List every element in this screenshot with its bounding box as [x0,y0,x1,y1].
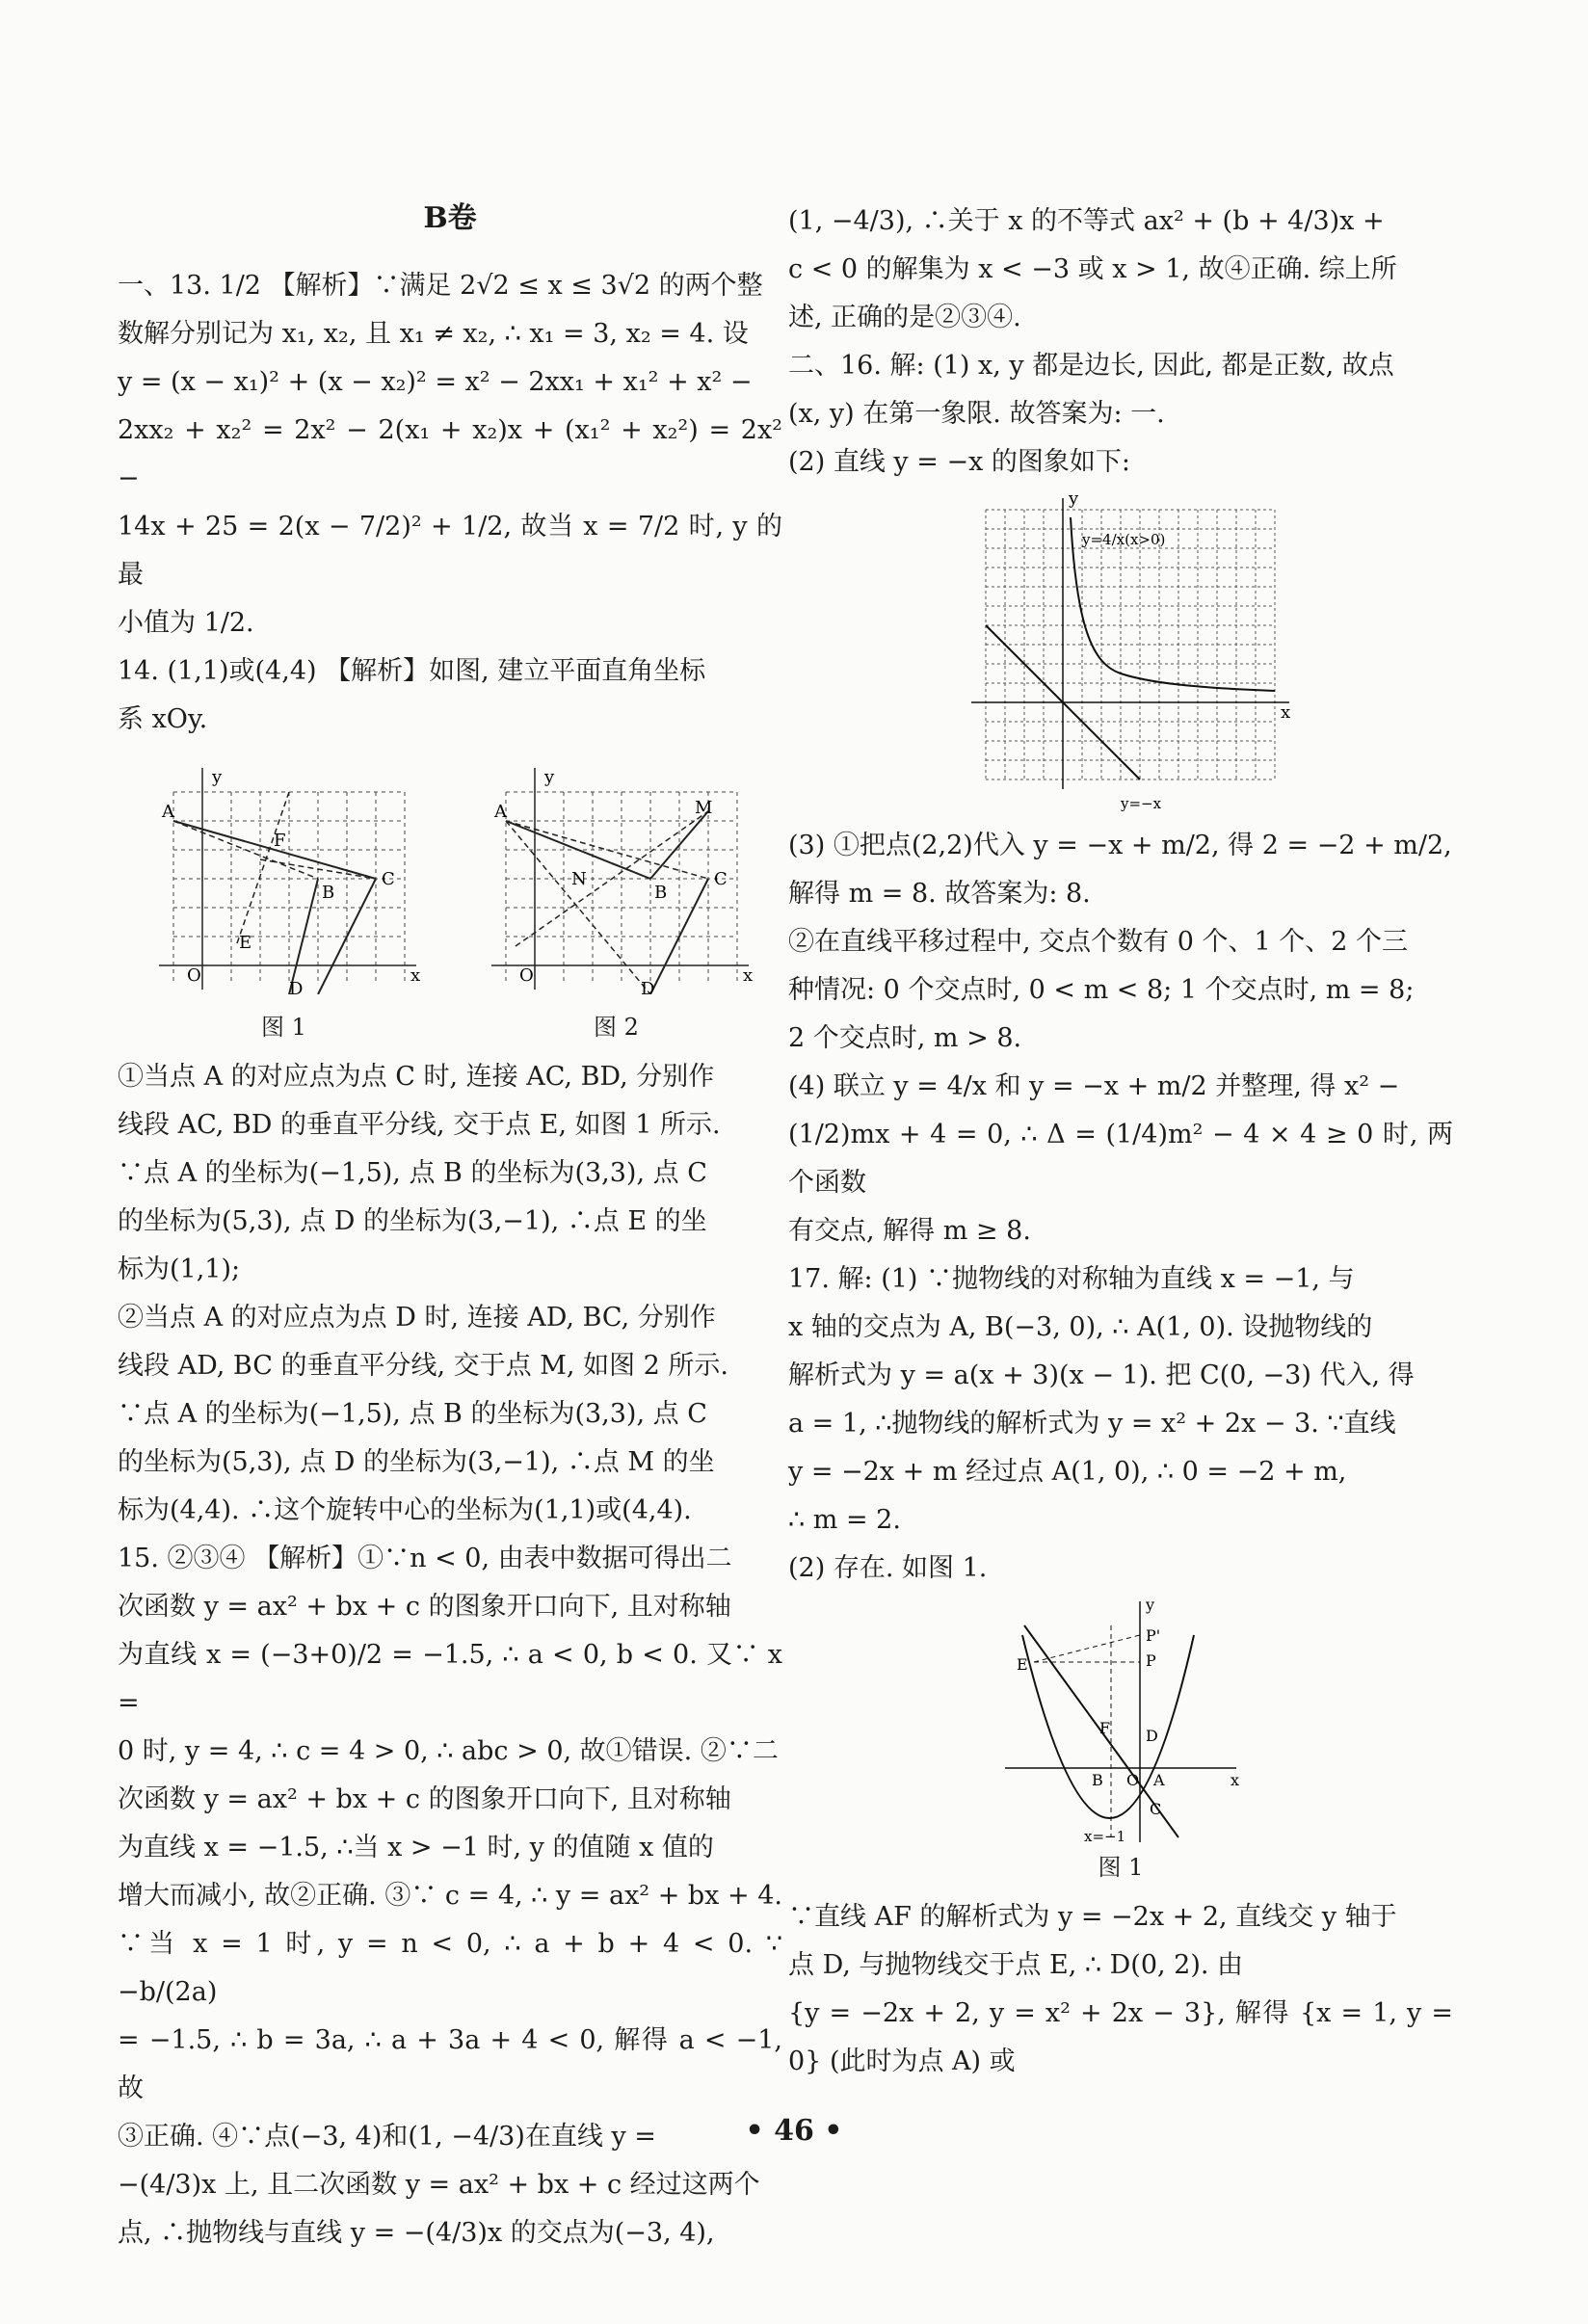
q15-line: 为直线 x = (−3+0)/2 = −1.5, ∴ a < 0, b < 0. 又∵ x = [118,1640,782,1718]
q17-line: (2) 存在. 如图 1. [788,1553,988,1583]
q14-line: 标为(4,4). ∴这个旋转中心的坐标为(1,1)或(4,4). [118,1495,692,1525]
line-label: y=−x [1121,795,1162,812]
section-title: B卷 [423,201,477,235]
q13-line: 一、13. 1/2 【解析】∵满足 2√2 ≤ x ≤ 3√2 的两个整 [118,271,763,301]
svg-text:B: B [653,883,667,903]
svg-text:C: C [1150,1800,1162,1818]
figure-1-caption: 图 1 [261,1014,306,1041]
q17-line: x 轴的交点为 A, B(−3, 0), ∴ A(1, 0). 设抛物线的 [788,1312,1373,1342]
q15-line: 增大而减小, 故②正确. ③∵ c = 4, ∴ y = ax² + bx + 4. [118,1881,782,1911]
svg-text:P': P' [1146,1626,1161,1645]
q14-line: 14. (1,1)或(4,4) 【解析】如图, 建立平面直角坐标 [118,656,706,686]
q14-line: 线段 AD, BC 的垂直平分线, 交于点 M, 如图 2 所示. [118,1351,728,1381]
q15-cont-line: c < 0 的解集为 x < −3 或 x > 1, 故④正确. 综上所 [788,254,1397,284]
q14-line: ∵点 A 的坐标为(−1,5), 点 B 的坐标为(3,3), 点 C [118,1158,707,1188]
svg-text:O: O [186,965,201,986]
q15-cont-line: 述, 正确的是②③④. [788,303,1021,332]
q14-line: 系 xOy. [118,704,208,734]
q14-line: 的坐标为(5,3), 点 D 的坐标为(3,−1), ∴点 M 的坐 [118,1447,715,1477]
svg-text:C: C [713,869,728,889]
q16-line: 2 个交点时, m > 8. [788,1023,1022,1053]
svg-text:x: x [1281,702,1291,723]
svg-text:D: D [640,979,654,994]
svg-text:x: x [410,965,420,986]
q14-line: ∵点 A 的坐标为(−1,5), 点 B 的坐标为(3,3), 点 C [118,1399,707,1429]
q15-line: 0 时, y = 4, ∴ c = 4 > 0, ∴ abc > 0, 故①错误. ②∵二 [118,1736,779,1766]
q15-line: = −1.5, ∴ b = 3a, ∴ a + 3a + 4 < 0, 解得 a < −1, 故 [118,2025,782,2103]
svg-text:M: M [694,798,712,818]
curve-label: y=4/x(x>0) [1082,531,1166,548]
left-column [118,183,782,2258]
q16-line: 有交点, 解得 m ≥ 8. [788,1216,1031,1246]
q17-line: y = −2x + m 经过点 A(1, 0), ∴ 0 = −2 + m, [788,1457,1347,1487]
q15-line: 15. ②③④ 【解析】①∵n < 0, 由表中数据可得出二 [118,1544,732,1573]
svg-text:F: F [1099,1719,1111,1737]
q15-line: 次函数 y = ax² + bx + c 的图象开口向下, 且对称轴 [118,1592,731,1622]
q14-line: 标为(1,1); [118,1254,241,1284]
svg-text:A: A [161,802,174,822]
q14-line: ②当点 A 的对应点为点 D 时, 连接 AD, BC, 分别作 [118,1303,716,1333]
q17-line: a = 1, ∴抛物线的解析式为 y = x² + 2x − 3. ∵直线 [788,1409,1396,1439]
figure-2 [477,753,756,1053]
page-number: • 46 • [745,2114,843,2148]
figure-2-caption: 图 2 [594,1014,639,1041]
svg-text:A: A [1153,1771,1165,1789]
svg-text:x: x [742,965,753,986]
q13-line: 2xx₂ + x₂² = 2x² − 2(x₁ + x₂)x + (x₁² + x₂²) = 2x² − [118,415,782,493]
grid-diagram-2 [477,753,756,994]
svg-text:y: y [543,767,554,787]
svg-text:P: P [1146,1651,1156,1670]
svg-text:A: A [493,802,507,822]
q14-line: 线段 AC, BD 的垂直平分线, 交于点 E, 如图 1 所示. [118,1110,721,1140]
q15-line: 为直线 x = −1.5, ∴当 x > −1 时, y 的值随 x 值的 [118,1833,714,1862]
q14-figures [118,753,782,1053]
svg-text:N: N [570,869,587,889]
q16-line: (1/2)mx + 4 = 0, ∴ Δ = (1/4)m² − 4 × 4 ≥ 0 时, 两个函数 [788,1120,1453,1198]
q16-line: 二、16. 解: (1) x, y 都是边长, 因此, 都是正数, 故点 [788,351,1394,381]
svg-text:y: y [211,767,222,787]
figure-1 [145,753,424,1053]
function-graph [947,490,1294,818]
svg-text:C: C [381,869,395,889]
q17-line: ∵直线 AF 的解析式为 y = −2x + 2, 直线交 y 轴于 [788,1902,1397,1932]
svg-text:O: O [518,965,534,986]
svg-text:F: F [273,831,285,851]
axis-of-symmetry-label: x=−1 [1084,1828,1126,1845]
q16-line: (3) ①把点(2,2)代入 y = −x + m/2, 得 2 = −2 + m/2, [788,831,1452,860]
q16-line: (4) 联立 y = 4/x 和 y = −x + m/2 并整理, 得 x² − [788,1071,1400,1101]
q15-line: ③正确. ④∵点(−3, 4)和(1, −4/3)在直线 y = [118,2122,656,2152]
q17-line: 17. 解: (1) ∵抛物线的对称轴为直线 x = −1, 与 [788,1264,1355,1294]
q17-line: ∴ m = 2. [788,1505,901,1535]
q17-line: 解析式为 y = a(x + 3)(x − 1). 把 C(0, −3) 代入, 得 [788,1360,1415,1390]
svg-text:x: x [1231,1771,1240,1789]
svg-text:y: y [1069,490,1079,509]
svg-text:O: O [1126,1771,1140,1789]
right-column [788,198,1453,2086]
q16-line: (x, y) 在第一象限. 故答案为: 一. [788,399,1165,429]
q16-line: ②在直线平移过程中, 交点个数有 0 个、1 个、2 个三 [788,927,1409,957]
q13-line: 数解分别记为 x₁, x₂, 且 x₁ ≠ x₂, ∴ x₁ = 3, x₂ = 4. 设 [118,319,749,349]
q14-line: 的坐标为(5,3), 点 D 的坐标为(3,−1), ∴点 E 的坐 [118,1206,707,1236]
q13-line: y = (x − x₁)² + (x − x₂)² = x² − 2xx₁ + x₁² + x² − [118,367,753,397]
parabola-diagram [995,1597,1246,1847]
q14-line: ①当点 A 的对应点为点 C 时, 连接 AC, BD, 分别作 [118,1062,715,1092]
svg-text:B: B [321,883,334,903]
q13-line: 小值为 1/2. [118,608,254,638]
svg-text:E: E [238,933,251,953]
grid-diagram-1 [145,753,424,994]
q15-line: 次函数 y = ax² + bx + c 的图象开口向下, 且对称轴 [118,1784,731,1814]
q17-line: {y = −2x + 2, y = x² + 2x − 3}, 解得 {x = 1, y = 0} (此时为点 A) 或 [788,1998,1453,2076]
q15-line: 点, ∴抛物线与直线 y = −(4/3)x 的交点为(−3, 4), [118,2218,715,2248]
q17-line: 点 D, 与抛物线交于点 E, ∴ D(0, 2). 由 [788,1950,1244,1980]
svg-text:D: D [1146,1727,1158,1745]
svg-text:D: D [288,979,303,994]
svg-text:B: B [1092,1771,1103,1789]
q15-line: ∵当 x = 1 时, y = n < 0, ∴ a + b + 4 < 0. ∵ −b/(2a) [118,1929,782,2007]
svg-text:y: y [1146,1597,1155,1614]
q15-line: −(4/3)x 上, 且二次函数 y = ax² + bx + c 经过这两个 [118,2170,760,2200]
q15-cont-line: (1, −4/3), ∴关于 x 的不等式 ax² + (b + 4/3)x + [788,206,1385,236]
q16-line: 解得 m = 8. 故答案为: 8. [788,879,1091,909]
q16-line: (2) 直线 y = −x 的图象如下: [788,447,1130,477]
q16-line: 种情况: 0 个交点时, 0 < m < 8; 1 个交点时, m = 8; [788,975,1415,1005]
svg-text:E: E [1017,1655,1028,1674]
figure-3-caption: 图 1 [1098,1854,1144,1881]
q13-line: 14x + 25 = 2(x − 7/2)² + 1/2, 故当 x = 7/2 时, y 的最 [118,512,782,590]
